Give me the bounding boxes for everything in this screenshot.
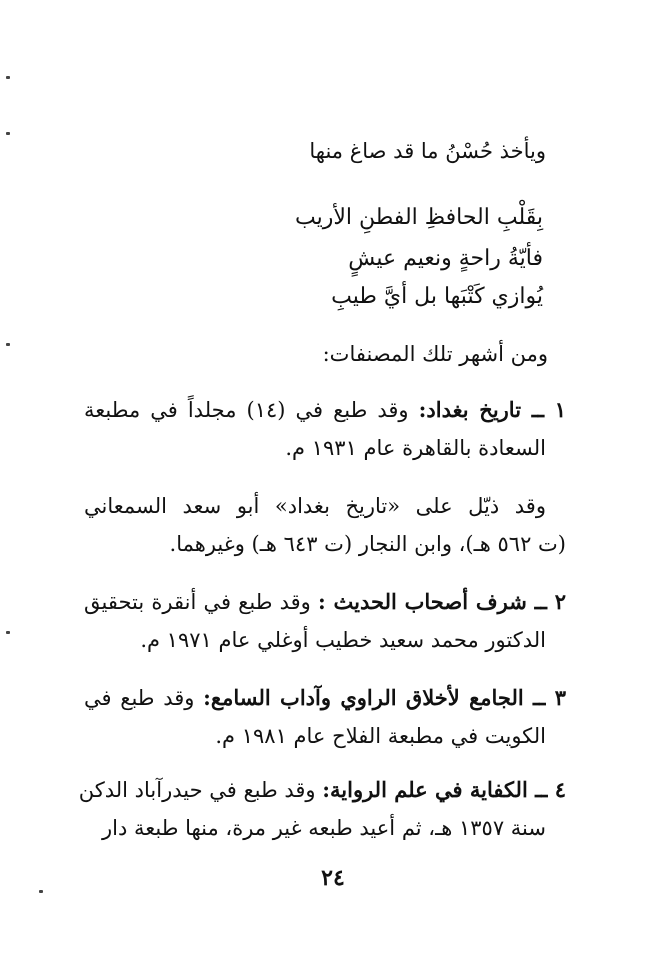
item-1-line-2: السعادة بالقاهرة عام ١٩٣١ م. bbox=[285, 436, 546, 460]
item-1-title: ١ ــ تاريخ بغداد: bbox=[418, 397, 566, 422]
margin-mark-upper bbox=[6, 132, 10, 135]
item-2-title: ٢ ــ شرف أصحاب الحديث : bbox=[317, 589, 567, 614]
item-4-line-2: سنة ١٣٥٧ هـ، ثم أعيد طبعه غير مرة، منها طبعة دار bbox=[101, 816, 546, 840]
item-2-text: وقد طبع في أنقرة بتحقيق bbox=[84, 590, 311, 614]
item-3-text: وقد طبع في bbox=[84, 686, 195, 710]
section-intro: ومن أشهر تلك المصنفات: bbox=[322, 342, 548, 366]
item-4-title: ٤ ــ الكفاية في علم الرواية: bbox=[322, 777, 566, 802]
item-4-text: وقد طبع في حيدرآباد الدكن bbox=[78, 778, 316, 802]
item-2-line-2: الدكتور محمد سعيد خطيب أوغلي عام ١٩٧١ م. bbox=[140, 628, 546, 652]
appendix-line-1: وقد ذيّل على «تاريخ بغداد» أبو سعد السمعاني bbox=[84, 494, 546, 518]
poem-line-2: فأيّةُ راحةٍ ونعيم عيشٍ bbox=[348, 246, 543, 271]
margin-mark-lower bbox=[6, 631, 10, 634]
poem-line-1: بِقَلْبِ الحافظِ الفطنِ الأريب bbox=[295, 205, 543, 230]
appendix-line-2: (ت ٥٦٢ هـ)، وابن النجار (ت ٦٤٣ هـ) وغيرهما. bbox=[169, 532, 566, 556]
item-3-line-2: الكويت في مطبعة الفلاح عام ١٩٨١ م. bbox=[215, 724, 546, 748]
item-3-line-1 bbox=[84, 683, 566, 713]
margin-mark-top bbox=[6, 76, 10, 79]
item-3-title: ٣ ــ الجامع لأخلاق الراوي وآداب السامع: bbox=[203, 685, 566, 710]
poem-line-3: يُوازي كَتْبَها بل أيَّ طيبِ bbox=[331, 284, 543, 309]
page-number: ٢٤ bbox=[321, 865, 345, 891]
item-2-line-1 bbox=[84, 587, 566, 617]
item-4-line-1 bbox=[78, 775, 566, 805]
item-1-text: وقد طبع في (١٤) مجلداً في مطبعة bbox=[84, 398, 409, 422]
item-1-line-1 bbox=[84, 395, 566, 425]
intro-line: ويأخذ حُسْنُ ما قد صاغ منها bbox=[309, 139, 546, 163]
margin-mark-middle bbox=[6, 343, 10, 346]
